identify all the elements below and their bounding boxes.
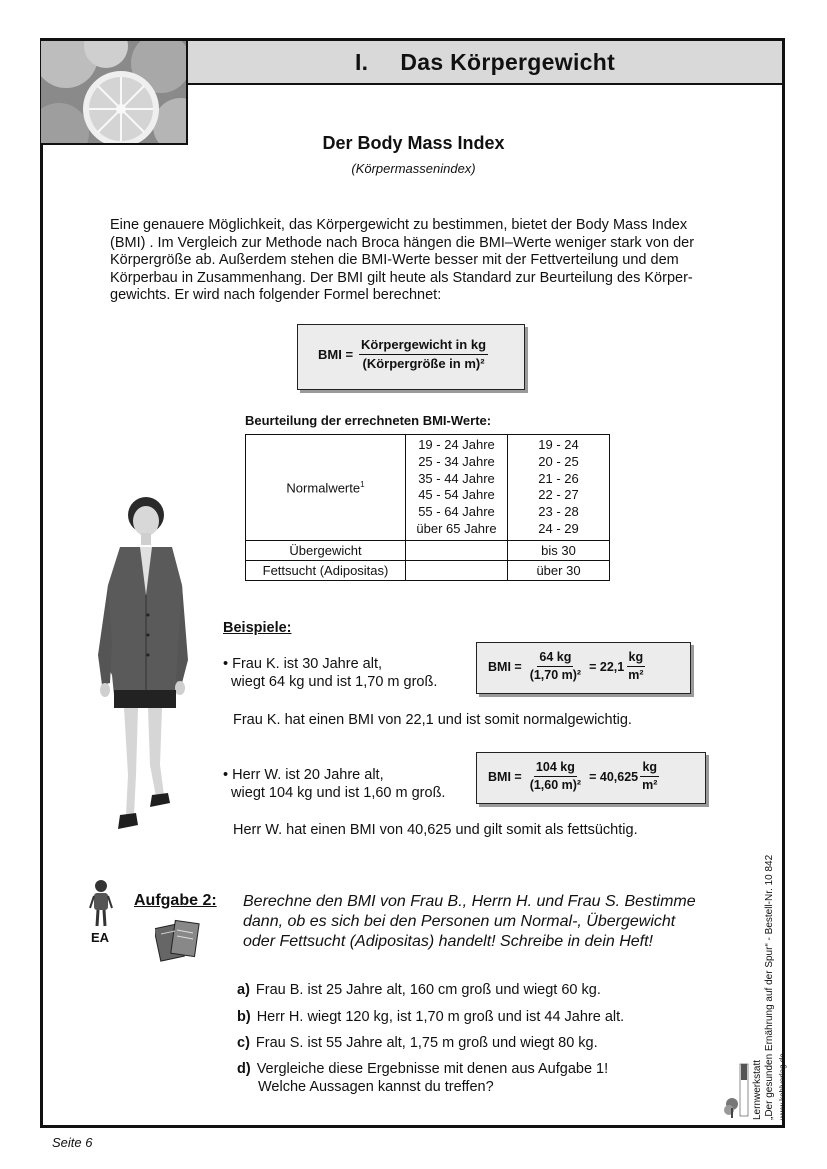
example-unit [626, 649, 645, 684]
intro-line: gewichts. Er wird nach folgender Formel berechnet: [110, 287, 442, 303]
page-number: Seite 6 [52, 1135, 93, 1150]
example-line: • Herr W. ist 20 Jahre alt, [223, 767, 384, 783]
age-groups-cell [406, 435, 508, 541]
examples-heading: Beispiele: [223, 620, 292, 636]
normal-range: 24 - 29 [538, 520, 579, 536]
task-item-letter: b) [237, 1009, 251, 1025]
task-item-text: Vergleiche diese Ergebnisse mit denen aus Aufgabe 1! [256, 1061, 609, 1077]
footnote-marker: 1 [360, 479, 365, 489]
woman-illustration [90, 495, 190, 845]
chapter-title-text: Das Körpergewicht [400, 49, 616, 75]
task-item-text: Herr H. wiegt 120 kg, ist 1,70 m groß und ist 44 Jahre alt. [256, 1009, 625, 1025]
unit-numerator: kg [640, 759, 659, 777]
example-fraction [528, 759, 583, 794]
example-denominator: (1,70 m)² [529, 668, 582, 682]
obesity-value: über 30 [508, 560, 610, 580]
example-numerator: 104 kg [534, 759, 577, 777]
normal-range: 21 - 26 [538, 470, 579, 486]
task-item [237, 982, 601, 1000]
table-row [246, 560, 610, 580]
publisher-logo [722, 1060, 750, 1123]
example-line: • Frau K. ist 30 Jahre alt, [223, 656, 383, 672]
intro-line: Eine genauere Möglichkeit, das Körpergewicht zu bestimmen, bietet der Body Mass Index [110, 217, 688, 233]
normal-range: 23 - 28 [538, 504, 579, 520]
example-2-conclusion: Herr W. hat einen BMI von 40,625 und gilt somit als fettsüchtig. [233, 822, 638, 838]
table-heading: Beurteilung der errechneten BMI-Werte: [245, 413, 492, 428]
instruction-line: Berechne den BMI von Frau B., Herrn H. und Frau S. Bestimme [243, 893, 696, 910]
age-group: 25 - 34 Jahre [418, 453, 495, 469]
empty-cell [406, 560, 508, 580]
bmi-classification-table [245, 434, 610, 581]
example-fraction [528, 649, 583, 684]
task-item-letter: a) [237, 982, 250, 998]
task-item-letter: c) [237, 1035, 250, 1051]
example-line: wiegt 64 kg und ist 1,70 m groß. [223, 674, 438, 690]
chapter-title [188, 49, 782, 76]
age-group: 55 - 64 Jahre [418, 504, 495, 520]
formula-fraction [359, 336, 488, 373]
intro-paragraph [110, 217, 735, 305]
normal-label-cell [246, 435, 406, 541]
task-item-text: Frau S. ist 55 Jahre alt, 1,75 m groß und wiegt 80 kg. [255, 1035, 598, 1051]
example-formula-lhs: BMI = [488, 659, 522, 674]
task-item [237, 1061, 608, 1096]
obesity-label: Fettsucht (Adipositas) [246, 560, 406, 580]
table-row [246, 540, 610, 560]
age-group: 45 - 54 Jahre [418, 487, 495, 503]
section-title: Der Body Mass Index [322, 133, 505, 153]
example-denominator: (1,60 m)² [529, 778, 582, 792]
example-unit [640, 759, 659, 794]
example-1-text [223, 655, 437, 691]
example-1-conclusion: Frau K. hat einen BMI von 22,1 und ist somit normalgewichtig. [233, 712, 632, 728]
table-row [246, 435, 610, 541]
normal-range: 20 - 25 [538, 453, 579, 469]
task-item-text: Welche Aussagen kannst du treffen? [258, 1078, 494, 1095]
example-2-formula [488, 759, 665, 794]
overweight-value: bis 30 [508, 540, 610, 560]
sidebar-line: Lernwerkstatt [752, 1059, 763, 1120]
example-2-text [223, 766, 445, 802]
work-mode-label: EA [91, 930, 110, 945]
task-item-text: Frau B. ist 25 Jahre alt, 160 cm groß und wiegt 60 kg. [255, 982, 601, 998]
empty-cell [406, 540, 508, 560]
task-item [237, 1035, 598, 1053]
normal-ranges-cell [508, 435, 610, 541]
publisher-sidebar [752, 855, 789, 1120]
age-group: 19 - 24 Jahre [418, 437, 495, 452]
intro-line: Körperbau in Zusammenhang. Der BMI gilt heute als Standard zur Beurteilung des Körper- [110, 269, 693, 286]
example-result: = 40,625 [589, 769, 639, 784]
task-instruction [243, 892, 713, 952]
chapter-number: I. [354, 49, 369, 75]
sidebar-line: „Der gesunden Ernährung auf der Spur“ - Bestell-Nr. 10 842 [764, 854, 775, 1120]
age-group: 35 - 44 Jahre [418, 470, 495, 486]
unit-denominator: m² [628, 668, 644, 682]
formula-numerator: Körpergewicht in kg [359, 336, 488, 355]
publisher-url: www.kohlverlag.de [778, 1053, 787, 1120]
intro-line: Körpergröße ab. Außerdem stehen die BMI-Werte besser mit der Fettverteilung und dem [110, 252, 679, 268]
formula-denominator: (Körpergröße in m)² [362, 356, 485, 371]
books-icon [155, 918, 203, 967]
student-icon [89, 878, 113, 933]
normal-range: 19 - 24 [538, 437, 579, 452]
citrus-photo [41, 41, 188, 145]
task-item [237, 1009, 624, 1027]
formula-lhs: BMI = [318, 347, 354, 362]
age-group: über 65 Jahre [416, 520, 497, 536]
normal-range: 22 - 27 [538, 487, 579, 503]
intro-line: (BMI) . Im Vergleich zur Methode nach Broca hängen die BMI–Werte weniger stark von der [110, 234, 695, 251]
bmi-formula [318, 336, 494, 373]
unit-numerator: kg [627, 649, 646, 667]
example-result: = 22,1 [589, 659, 625, 674]
example-1-formula [488, 649, 651, 684]
task-label: Aufgabe 2: [134, 892, 217, 909]
example-formula-lhs: BMI = [488, 769, 522, 784]
section-subtitle: (Körpermassenindex) [351, 161, 476, 176]
overweight-label: Übergewicht [246, 540, 406, 560]
example-numerator: 64 kg [537, 649, 573, 667]
task-item-letter: d) [237, 1061, 251, 1077]
example-line: wiegt 104 kg und ist 1,60 m groß. [223, 785, 446, 801]
instruction-line: dann, ob es sich bei den Personen um Normal-, Übergewicht [243, 913, 676, 930]
unit-denominator: m² [642, 778, 658, 792]
normal-label: Normalwerte [286, 480, 361, 496]
instruction-line: oder Fettsucht (Adipositas) handelt! Schreibe in dein Heft! [243, 933, 653, 950]
